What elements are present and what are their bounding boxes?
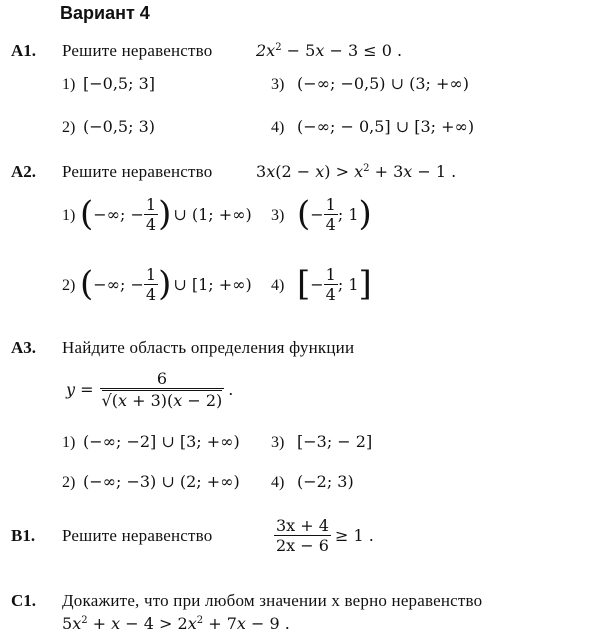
task-expression: $2x^2 - 5x - 3 \le 0$ . (256, 41, 403, 60)
task-text: Решите неравенство (62, 162, 213, 181)
page-title: Вариант 4 (60, 3, 150, 23)
task-expression: $\frac{3x + 4}{2x - 6}$ ≥ 1 . (276, 515, 374, 555)
function-formula: y = $\frac{6}{√(x + 3)(x - 2)}$ . (66, 368, 234, 410)
task-text: Решите неравенство (62, 526, 213, 545)
option-number: 3) (271, 207, 285, 224)
option-number: 3) (271, 76, 285, 93)
task-label: А2. (11, 162, 37, 181)
option-3: ( − $\frac{1}{4}$ ; 1 ) (297, 194, 372, 234)
task-expression: $3x(2 - x) > x^2 + 3x - 1$ . (256, 162, 457, 181)
option-number: 3) (271, 434, 285, 451)
task-label: В1. (11, 526, 36, 545)
option-3: (−∞; −0,5) ∪ (3; +∞) (297, 74, 469, 93)
option-1: [−0,5; 3] (83, 74, 155, 93)
task-text: Решите неравенство (62, 41, 213, 60)
option-2: (−0,5; 3) (83, 117, 155, 136)
option-3: [−3; − 2] (297, 432, 373, 451)
option-number: 4) (271, 119, 285, 136)
task-text: Докажите, что при любом значении x верно неравенство (62, 591, 483, 610)
option-2: ( −∞; − $\frac{1}{4}$ ) ∪ [1; +∞) (80, 264, 252, 304)
option-4: [ − $\frac{1}{4}$ ; 1 ] (297, 264, 372, 304)
option-number: 1) (62, 434, 76, 451)
option-number: 1) (62, 76, 76, 93)
task-label: С1. (11, 591, 37, 610)
option-number: 2) (62, 119, 76, 136)
task-label: А1. (11, 41, 37, 60)
option-number: 2) (62, 474, 76, 491)
option-number: 2) (62, 277, 76, 294)
option-1: (−∞; −2] ∪ [3; +∞) (83, 432, 240, 451)
option-4: (−∞; − 0,5] ∪ [3; +∞) (297, 117, 475, 136)
option-2: (−∞; −3) ∪ (2; +∞) (83, 472, 240, 491)
y-label: y = (66, 379, 94, 399)
task-label: А3. (11, 338, 37, 357)
option-number: 4) (271, 474, 285, 491)
task-expression: $5x^2 + x - 4 > 2x^2 + 7x - 9$ . (62, 614, 290, 633)
option-1: ( −∞; − $\frac{1}{4}$ ) ∪ (1; +∞) (80, 194, 252, 234)
option-number: 1) (62, 207, 76, 224)
task-text: Найдите область определения функции (62, 338, 355, 357)
option-4: (−2; 3) (297, 472, 354, 491)
option-number: 4) (271, 277, 285, 294)
